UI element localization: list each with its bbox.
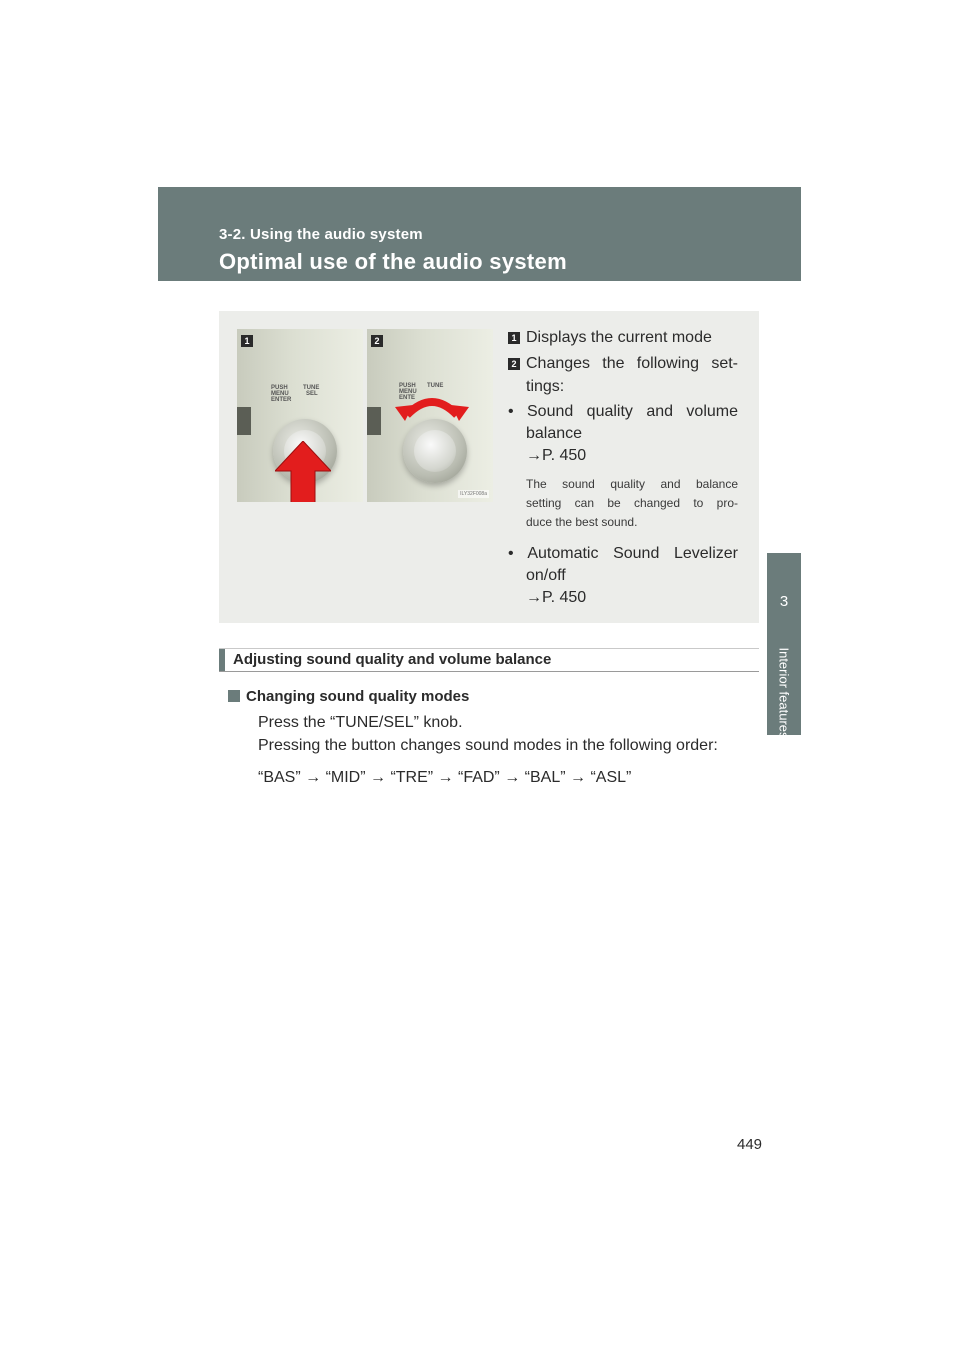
tune-sel-knob [414,430,456,472]
panel-label-menu: MENU [399,389,417,395]
photo-badge-2: 2 [371,335,383,347]
bullet-1-page-ref[interactable]: →P. 450 [526,447,587,464]
photo-badge-1: 1 [241,335,253,347]
note-line2: setting can be changed to pro- [526,496,738,510]
chapter-label: Interior features [776,647,792,739]
legend-item-2-line2: tings: [526,378,565,395]
panel-label-enter: ENTER [271,397,292,403]
legend-number-2: 2 [508,358,520,370]
page-number: 449 [737,1136,763,1153]
bullet-2-line2: on/off [526,567,566,584]
rotate-arrow-icon [395,385,469,421]
note-line1: The sound quality and balance [526,477,738,491]
panel-label-menu: MENU [271,391,289,397]
legend-item-1: Displays the current mode [526,329,712,346]
subheading-text: Changing sound quality modes [246,688,470,705]
trim-rail [367,407,381,435]
knob-press-photo [237,329,363,502]
panel-label-enter: ENTE [399,395,416,401]
heading-accent [219,649,225,671]
panel-label-tune: TUNE [427,383,444,389]
panel-label-tune: TUNE [303,385,320,391]
chapter-side-tab[interactable] [767,553,801,739]
bullet-2-page-ref[interactable]: →P. 450 [526,589,587,606]
subheading [228,688,469,705]
knob-turn-photo [367,329,493,502]
panel-label-sel: SEL [306,391,318,397]
panel-label-push: PUSH [271,385,288,391]
square-bullet-icon [228,690,240,702]
panel-label-push: PUSH [399,383,416,389]
section-heading: Adjusting sound quality and volume balance [233,651,552,668]
body-line-2: Pressing the button changes sound modes in the following order: [258,737,718,754]
note-line3: duce the best sound. [526,515,638,529]
press-arrow-icon [275,441,331,502]
legend-item-2-line1: Changes the following set- [526,355,738,372]
body-line-1: Press the “TUNE/SEL” knob. [258,714,463,731]
section-heading-bar [219,648,759,672]
image-code: ILY32F008a [460,491,487,497]
chapter-number: 3 [779,593,789,610]
legend-number-1: 1 [508,332,520,344]
bullet-2-line1: • Automatic Sound Levelizer [508,545,738,562]
bullet-1-line2: balance [526,425,583,442]
mode-sequence: “BAS” → “MID” → “TRE” → “FAD” → “BAL” → “ASL” [258,769,632,786]
section-label: 3-2. Using the audio system [219,226,423,243]
bullet-1-line1: • Sound quality and volume [508,403,738,420]
trim-rail [237,407,251,435]
page-title: Optimal use of the audio system [219,249,567,274]
figure-info-box [219,311,759,623]
